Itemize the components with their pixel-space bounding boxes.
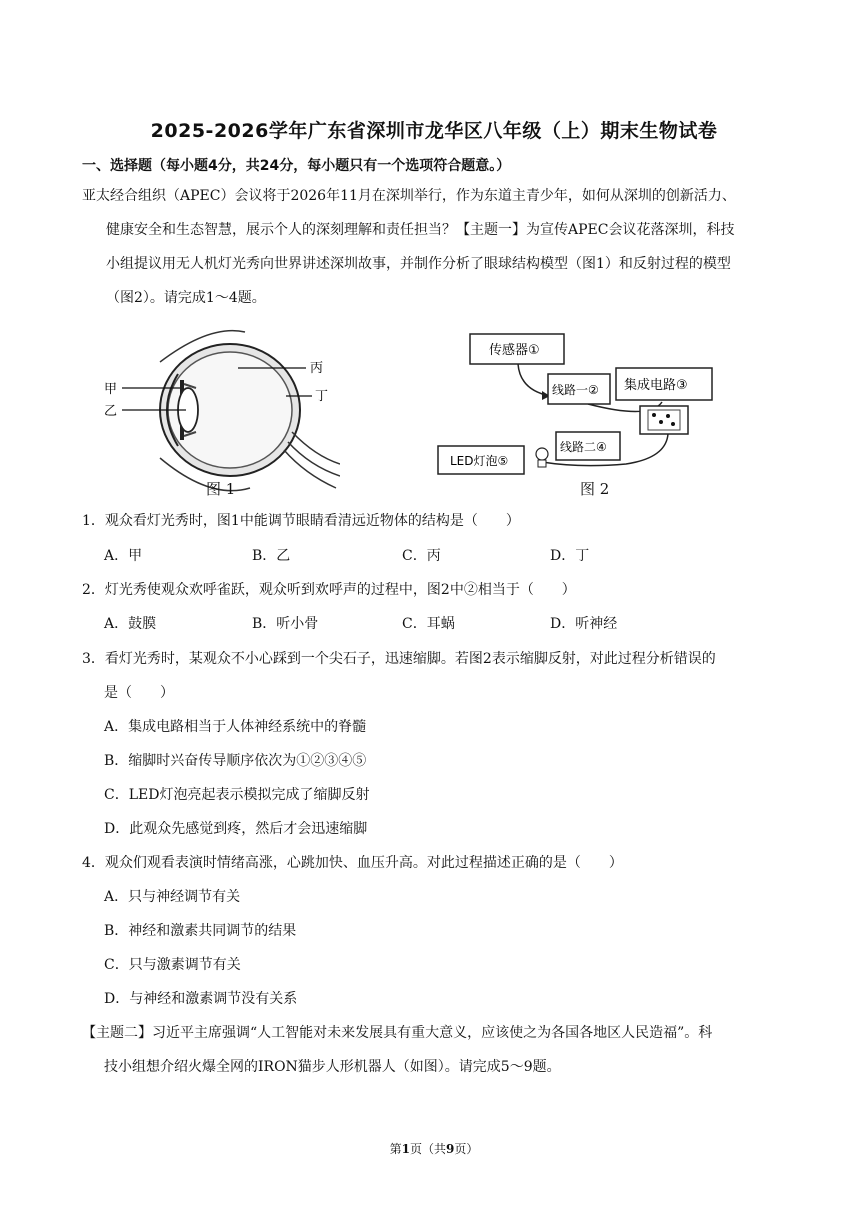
question-3-stem-line: 是（ ） <box>104 685 174 701</box>
label-jia: 甲 <box>104 382 118 397</box>
q3-option-c: C．LED灯泡亮起表示模拟完成了缩脚反射 <box>104 787 370 803</box>
box-led: LED灯泡⑤ <box>450 454 509 468</box>
box-line-1: 线路一② <box>552 383 599 397</box>
q3-option-b: B．缩脚时兴奋传导顺序依次为①②③④⑤ <box>104 753 367 769</box>
figure-2-reflex-model <box>430 330 720 480</box>
page-footer: 第1页（共9页） <box>389 1142 479 1156</box>
label-bing: 丙 <box>310 361 324 376</box>
question-2-stem: 2．灯光秀使观众欢呼雀跃，观众听到欢呼声的过程中，图2中②相当于（ ） <box>82 582 576 598</box>
q2-option-a: A．鼓膜 <box>104 616 157 632</box>
question-1-stem: 1．观众看灯光秀时，图1中能调节眼睛看清远近物体的结构是（ ） <box>82 513 520 529</box>
figure-1-eye-diagram <box>100 326 340 498</box>
figure-1-caption: 图 1 <box>206 480 236 498</box>
label-yi: 乙 <box>104 404 118 419</box>
q2-option-b: B．听小骨 <box>252 616 319 632</box>
q1-option-a: A．甲 <box>104 548 143 564</box>
q3-option-a: A．集成电路相当于人体神经系统中的脊髓 <box>104 719 367 735</box>
intro-paragraph <box>82 179 802 315</box>
q1-option-d: D．丁 <box>550 548 590 564</box>
q4-option-a: A．只与神经调节有关 <box>104 889 241 905</box>
intro-line: 小组提议用无人机灯光秀向世界讲述深圳故事，并制作分析了眼球结构模型（图1）和反射过程的模型 <box>106 256 731 272</box>
question-4-stem: 4．观众们观看表演时情绪高涨，心跳加快、血压升高。对此过程描述正确的是（ ） <box>82 855 623 871</box>
label-ding: 丁 <box>315 389 329 404</box>
intro-line: 健康安全和生态智慧，展示个人的深刻理解和责任担当？【主题一】为宣传APEC会议花落深圳，科技 <box>106 222 735 238</box>
figure-2-caption: 图 2 <box>580 480 610 498</box>
box-sensor: 传感器① <box>489 343 540 358</box>
theme-2-line: 技小组想介绍火爆全网的IRON猫步人形机器人（如图）。请完成5～9题。 <box>104 1059 561 1075</box>
question-3-stem-line: 3．看灯光秀时，某观众不小心踩到一个尖石子，迅速缩脚。若图2表示缩脚反射，对此过程分析错误的 <box>82 651 716 667</box>
q2-option-d: D．听神经 <box>550 616 618 632</box>
intro-line: 亚太经合组织（APEC）会议将于2026年11月在深圳举行，作为东道主青少年，如何从深圳的创新活力、 <box>82 188 736 204</box>
theme-2-line: 【主题二】习近平主席强调“人工智能对未来发展具有重大意义，应该使之为各国各地区人民造福”。科 <box>82 1025 713 1041</box>
q4-option-c: C．只与激素调节有关 <box>104 957 241 973</box>
page-number: 1 <box>401 1142 410 1156</box>
box-line-2: 线路二④ <box>560 440 607 454</box>
q1-option-c: C．丙 <box>402 548 441 564</box>
box-ic: 集成电路③ <box>624 378 688 393</box>
q4-option-d: D．与神经和激素调节没有关系 <box>104 991 298 1007</box>
q1-option-b: B．乙 <box>252 548 291 564</box>
exam-title: 2025-2026学年广东省深圳市龙华区八年级（上）期末生物试卷 <box>150 120 718 142</box>
total-pages: 9 <box>446 1142 455 1156</box>
section-heading: 一、选择题（每小题4分，共24分，每小题只有一个选项符合题意。） <box>82 158 511 174</box>
intro-line: （图2）。请完成1～4题。 <box>106 290 266 306</box>
q2-option-c: C．耳蜗 <box>402 616 455 632</box>
q4-option-b: B．神经和激素共同调节的结果 <box>104 923 297 939</box>
q3-option-d: D．此观众先感觉到疼，然后才会迅速缩脚 <box>104 821 368 837</box>
